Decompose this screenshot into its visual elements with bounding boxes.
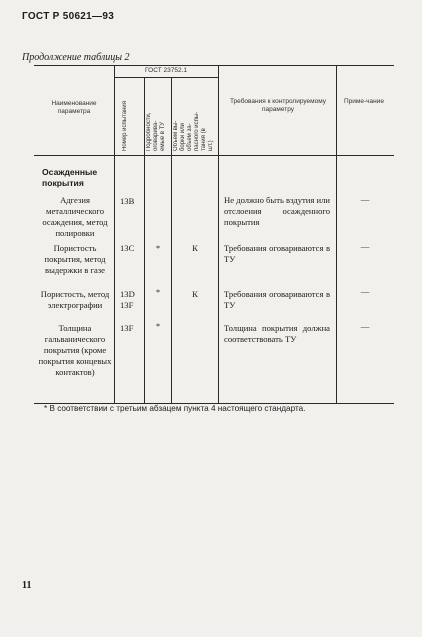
header-requirements: Требования к контролируемому параметру xyxy=(229,98,327,113)
header-notes: Приме-чание xyxy=(343,98,384,105)
col-rule-1 xyxy=(114,65,115,403)
row-requirement: Не должно быть вздутия или отслоения осажденного покрытия xyxy=(224,195,330,227)
page-number: 11 xyxy=(22,580,32,591)
header-detail: Подробности, оговарива- емые в ТУ xyxy=(146,112,166,151)
row-param: Пористость покрытия, метод выдержки в газе xyxy=(44,243,106,275)
col-rule-4 xyxy=(218,65,219,403)
header-sample-size: Объем вы- борки или объем за- пасного испы- тания (в шт.) xyxy=(173,111,214,151)
col-rule-5 xyxy=(336,65,337,403)
row-note: — xyxy=(360,194,370,204)
continuation-caption: Продолжение таблицы 2 xyxy=(22,52,130,63)
row-note: — xyxy=(360,321,370,331)
row-number: 13B xyxy=(120,196,135,206)
col-rule-3 xyxy=(171,77,172,403)
row-requirement: Требования оговариваются в ТУ xyxy=(224,289,330,310)
table-top-rule xyxy=(34,65,394,66)
gost-subheader-rule xyxy=(114,77,218,78)
doc-code: ГОСТ Р 50621—93 xyxy=(22,11,115,22)
row-note: — xyxy=(360,286,370,296)
row-detail: * xyxy=(155,287,161,297)
row-requirement: Толщина покрытия должна соответствовать ТУ xyxy=(224,323,330,344)
row-detail: * xyxy=(155,321,161,331)
row-number: 13C xyxy=(120,243,135,253)
header-gost-group: ГОСТ 23752.1 xyxy=(145,67,187,74)
row-number: 13F xyxy=(120,323,134,333)
header-item-number: Номер испытания xyxy=(122,101,128,151)
section-title: Осажденные покрытия xyxy=(42,167,98,188)
row-param: Адгезия металлического осаждения, метод полировки xyxy=(42,195,108,238)
header-param: Наименование параметра xyxy=(51,100,97,115)
row-note: — xyxy=(360,241,370,251)
row-param: Толщина гальванического покрытия (кроме покрытия концевых контактов) xyxy=(38,323,112,377)
row-sample: К xyxy=(192,289,198,299)
row-detail: * xyxy=(155,243,161,253)
row-param: Пористость, метод электрографии xyxy=(40,289,110,310)
row-sample: К xyxy=(192,243,198,253)
footnote: * В соответствии с третьим абзацем пункта 4 настоящего стандарта. xyxy=(44,404,306,413)
row-number: 13D 13F xyxy=(120,289,135,310)
col-rule-2 xyxy=(144,77,145,403)
row-requirement: Требования оговариваются в ТУ xyxy=(224,243,330,264)
parameters-table xyxy=(34,65,394,403)
header-bottom-rule xyxy=(34,155,394,156)
